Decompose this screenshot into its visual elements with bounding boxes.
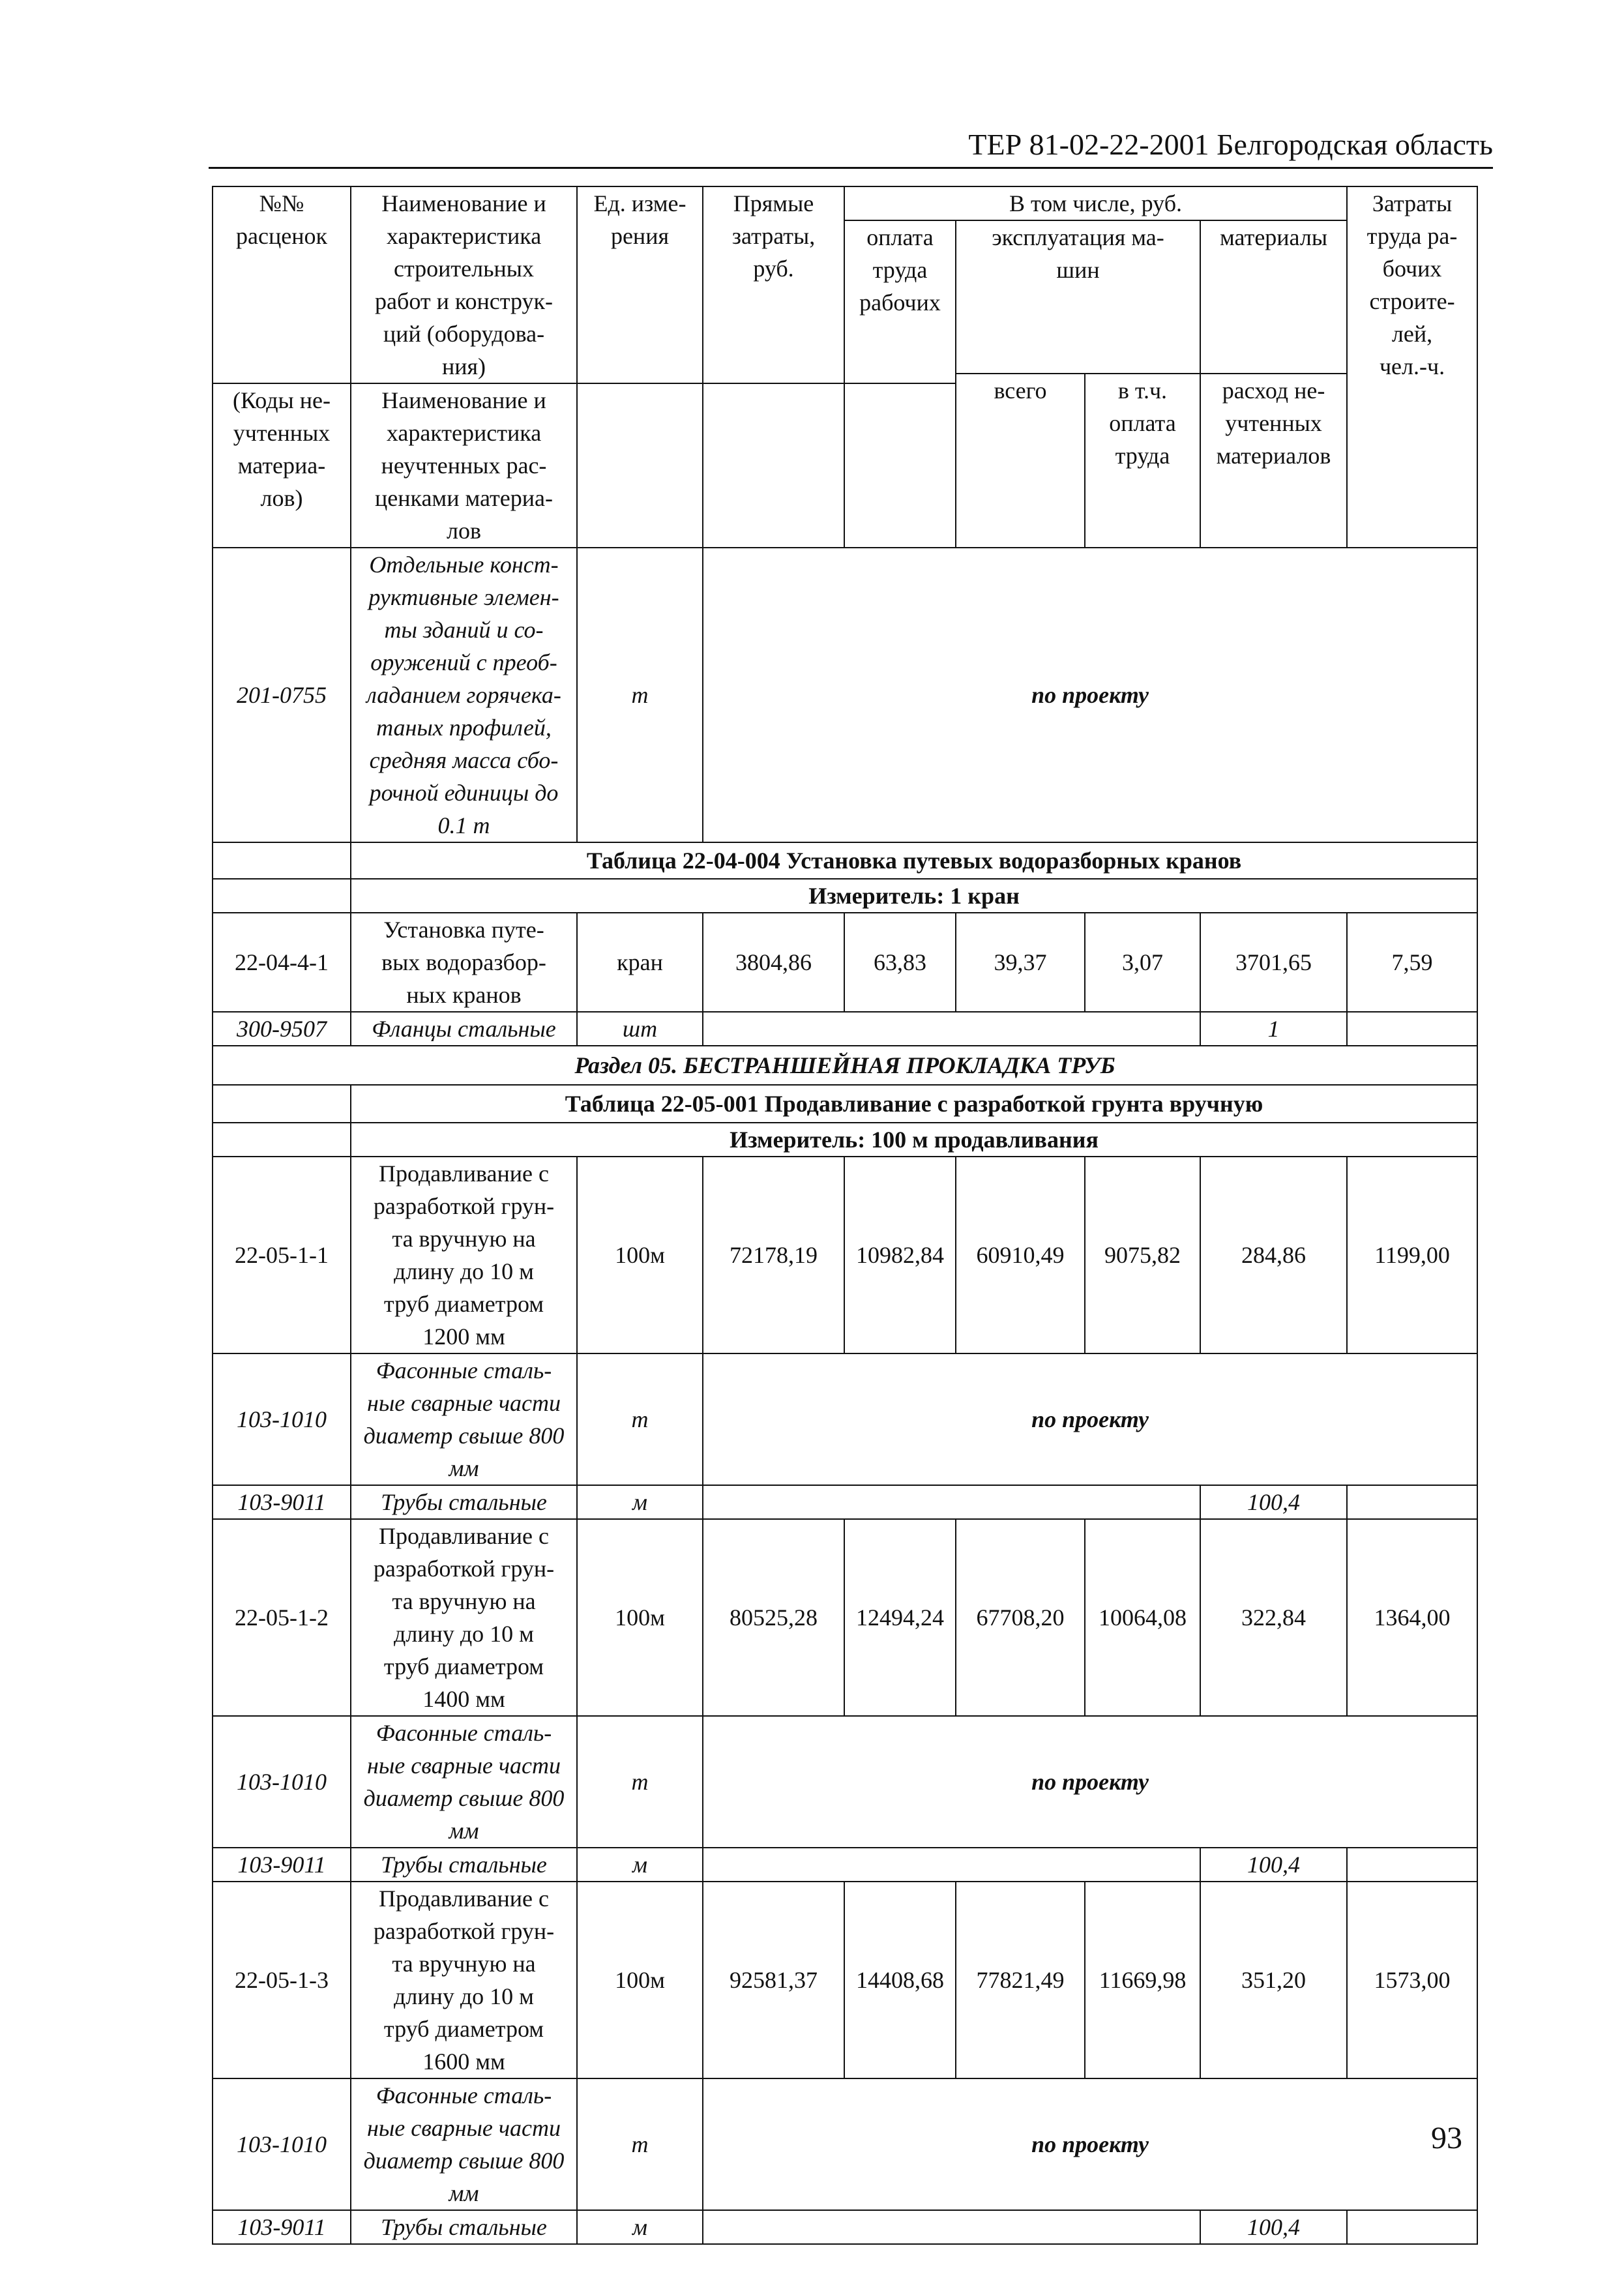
- material-unit: т: [577, 1716, 703, 1848]
- col-header-machines: эксплуатация ма- шин: [956, 220, 1200, 374]
- material-qty: 100,4: [1200, 1848, 1347, 1882]
- rate-mach-total: 67708,20: [956, 1519, 1085, 1716]
- rate-labor-cost: 1364,00: [1347, 1519, 1477, 1716]
- col-header-materials: материалы: [1200, 220, 1347, 374]
- col-header-unit: Ед. изме- рения: [577, 186, 703, 383]
- col-header-labor: оплата труда рабочих: [844, 220, 956, 383]
- rate-mach-total: 60910,49: [956, 1157, 1085, 1353]
- price-table: [212, 186, 1478, 2245]
- col-header-mach-labor: в т.ч. оплата труда: [1085, 374, 1200, 548]
- col-header-code: №№ расценок: [213, 186, 351, 383]
- material-code: 103-9011: [213, 1848, 351, 1882]
- table-title: Таблица 22-04-004 Установка путевых водоразборных кранов: [351, 842, 1477, 879]
- table-title: Таблица 22-05-001 Продавливание с разработкой грунта вручную: [351, 1085, 1477, 1123]
- rate-direct: 92581,37: [703, 1882, 844, 2078]
- material-code: 103-1010: [213, 1353, 351, 1485]
- rate-direct: 80525,28: [703, 1519, 844, 1716]
- rate-mach-labor: 9075,82: [1085, 1157, 1200, 1353]
- col-header-incl: В том числе, руб.: [844, 186, 1347, 220]
- header-rule: [209, 167, 1493, 169]
- table-measure: Измеритель: 1 кран: [351, 879, 1477, 913]
- rate-materials: 351,20: [1200, 1882, 1347, 2078]
- rate-code: 22-05-1-3: [213, 1882, 351, 2078]
- material-name: Трубы стальные: [351, 2210, 577, 2244]
- section-title: Раздел 05. БЕСТРАНШЕЙНАЯ ПРОКЛАДКА ТРУБ: [213, 1046, 1477, 1085]
- material-code: 103-1010: [213, 1716, 351, 1848]
- col-header-mach-total: всего: [956, 374, 1085, 548]
- material-code: 103-9011: [213, 1485, 351, 1519]
- material-qty: 100,4: [1200, 1485, 1347, 1519]
- table-measure: Измеритель: 100 м продавливания: [351, 1123, 1477, 1157]
- rate-direct: 72178,19: [703, 1157, 844, 1353]
- rate-labor: 10982,84: [844, 1157, 956, 1353]
- rate-mach-labor: 11669,98: [1085, 1882, 1200, 2078]
- col-header-name: Наименование и характеристика строительных работ и конструк- ций (оборудова- ния): [351, 186, 577, 383]
- rate-name: Продавливание с разработкой грун- та вручную на длину до 10 м труб диаметром 1200 мм: [351, 1157, 577, 1353]
- rate-materials: 284,86: [1200, 1157, 1347, 1353]
- rate-materials: 322,84: [1200, 1519, 1347, 1716]
- rate-name: Продавливание с разработкой грун- та вручную на длину до 10 м труб диаметром 1400 мм: [351, 1519, 577, 1716]
- material-unit: шт: [577, 1012, 703, 1046]
- material-unit: т: [577, 548, 703, 842]
- rate-mach-labor: 3,07: [1085, 913, 1200, 1012]
- material-unit: т: [577, 1353, 703, 1485]
- rate-labor: 63,83: [844, 913, 956, 1012]
- rate-labor: 12494,24: [844, 1519, 956, 1716]
- material-name: Фасонные сталь- ные сварные части диаметр свыше 800 мм: [351, 2078, 577, 2210]
- rate-code: 22-05-1-2: [213, 1519, 351, 1716]
- rate-mach-total: 39,37: [956, 913, 1085, 1012]
- rate-mach-total: 77821,49: [956, 1882, 1085, 2078]
- material-code: 103-1010: [213, 2078, 351, 2210]
- rate-name: Установка путе- вых водоразбор- ных кранов: [351, 913, 577, 1012]
- rate-unit: 100м: [577, 1519, 703, 1716]
- col-header-labor-cost: Затраты труда ра- бочих строите- лей, чел.-ч.: [1347, 186, 1477, 548]
- col-header-mat-consumption: расход не- учтенных материалов: [1200, 374, 1347, 548]
- material-name: Трубы стальные: [351, 1485, 577, 1519]
- material-note: по проекту: [703, 548, 1477, 842]
- rate-mach-labor: 10064,08: [1085, 1519, 1200, 1716]
- col-header-name2: Наименование и характеристика неучтенных рас- ценками материа- лов: [351, 383, 577, 548]
- rate-name: Продавливание с разработкой грун- та вручную на длину до 10 м труб диаметром 1600 мм: [351, 1882, 577, 2078]
- material-qty: 1: [1200, 1012, 1347, 1046]
- material-code: 201-0755: [213, 548, 351, 842]
- material-note: по проекту: [703, 1353, 1477, 1485]
- material-unit: м: [577, 1848, 703, 1882]
- rate-direct: 3804,86: [703, 913, 844, 1012]
- rate-unit: 100м: [577, 1157, 703, 1353]
- col-header-code2: (Коды не- учтенных материа- лов): [213, 383, 351, 548]
- running-header: ТЕР 81-02-22-2001 Белгородская область: [968, 128, 1493, 161]
- material-name: Фасонные сталь- ные сварные части диаметр свыше 800 мм: [351, 1716, 577, 1848]
- rate-labor-cost: 7,59: [1347, 913, 1477, 1012]
- rate-labor-cost: 1573,00: [1347, 1882, 1477, 2078]
- page-number: 93: [1431, 2121, 1462, 2155]
- material-qty: 100,4: [1200, 2210, 1347, 2244]
- material-note: по проекту: [703, 2078, 1477, 2210]
- rate-code: 22-04-4-1: [213, 913, 351, 1012]
- material-name: Трубы стальные: [351, 1848, 577, 1882]
- material-note: по проекту: [703, 1716, 1477, 1848]
- rate-code: 22-05-1-1: [213, 1157, 351, 1353]
- material-code: 300-9507: [213, 1012, 351, 1046]
- material-name: Фасонные сталь- ные сварные части диаметр свыше 800 мм: [351, 1353, 577, 1485]
- rate-labor-cost: 1199,00: [1347, 1157, 1477, 1353]
- material-unit: м: [577, 2210, 703, 2244]
- rate-materials: 3701,65: [1200, 913, 1347, 1012]
- material-code: 103-9011: [213, 2210, 351, 2244]
- material-name: Фланцы стальные: [351, 1012, 577, 1046]
- rate-labor: 14408,68: [844, 1882, 956, 2078]
- material-unit: м: [577, 1485, 703, 1519]
- rate-unit: 100м: [577, 1882, 703, 2078]
- material-name: Отдельные конст- руктивные элемен- ты зданий и со- оружений с преоб- ладанием горячека- таных профилей, средняя масса сбо- рочной единицы до 0.1 т: [351, 548, 577, 842]
- col-header-direct: Прямые затраты, руб.: [703, 186, 844, 383]
- material-unit: т: [577, 2078, 703, 2210]
- rate-unit: кран: [577, 913, 703, 1012]
